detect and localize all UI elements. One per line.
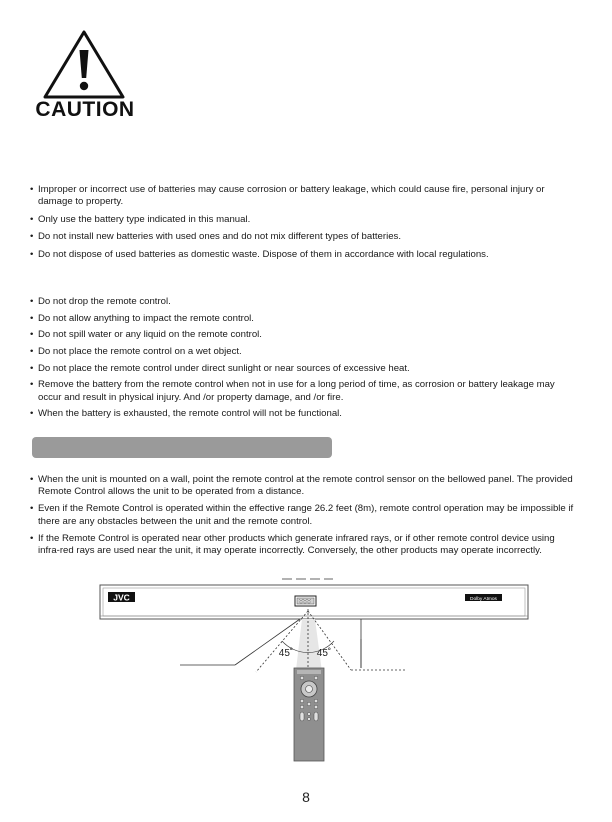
- list-item: • Do not dispose of used batteries as domestic waste. Dispose of them in accordance with local regulations.: [30, 249, 575, 261]
- remote-control: [294, 668, 324, 761]
- list-item: • Only use the battery type indicated in this manual.: [30, 214, 575, 226]
- jvc-logo: [108, 592, 135, 602]
- list-item: • Even if the Remote Control is operated within the effective range 26.2 feet (8m), remote control operation may be impossible if there are any obstacles between the unit and the remote control.: [30, 503, 575, 528]
- remote-sensor-window: [295, 596, 316, 606]
- list-item: • If the Remote Control is operated near other products which generate infrared rays, or if other remote control device using infra-red rays are used near the unit, it may operate incorrectly. Conversely, the other products may operate incorrectly.: [30, 533, 575, 558]
- remote-operation-list: [30, 474, 575, 562]
- badge-label: Dolby Atmos: [470, 596, 497, 602]
- section-heading-bar: [32, 437, 332, 458]
- page-number: 8: [302, 789, 310, 805]
- list-item: • Do not place the remote control on a wet object.: [30, 346, 575, 358]
- remote-care-list: [30, 296, 575, 425]
- remote-range-diagram: [60, 575, 560, 770]
- list-item: • Remove the battery from the remote control when not in use for a long period of time, as corrosion or battery leakage may occur and result in physical injury. And /or property damage, and /or fire.: [30, 379, 575, 404]
- caution-title: CAUTION: [35, 98, 135, 121]
- list-item: • Do not allow anything to impact the remote control.: [30, 313, 575, 325]
- list-item: • Do not spill water or any liquid on the remote control.: [30, 329, 575, 341]
- battery-warning-list: [30, 184, 575, 266]
- list-item: • When the battery is exhausted, the remote control will not be functional.: [30, 408, 575, 420]
- warning-triangle-icon: [41, 28, 127, 100]
- list-item: • When the unit is mounted on a wall, point the remote control at the remote control sensor on the bellowed panel. The provided Remote Control allows the unit to be operated from a distance.: [30, 474, 575, 499]
- list-item: • Do not place the remote control under direct sunlight or near sources of excessive heat.: [30, 363, 575, 375]
- list-item: • Do not drop the remote control.: [30, 296, 575, 308]
- brand-label: JVC: [113, 592, 130, 603]
- list-item: • Improper or incorrect use of batteries may cause corrosion or battery leakage, which could cause fire, personal injury or damage to property.: [30, 184, 575, 209]
- angle-right-label: 45˚: [316, 648, 332, 659]
- angle-left-label: 45˚: [278, 648, 294, 659]
- caution-block: [34, 28, 144, 128]
- dolby-atmos-badge: [465, 594, 502, 602]
- list-item: • Do not install new batteries with used ones and do not mix different types of batteries.: [30, 231, 575, 243]
